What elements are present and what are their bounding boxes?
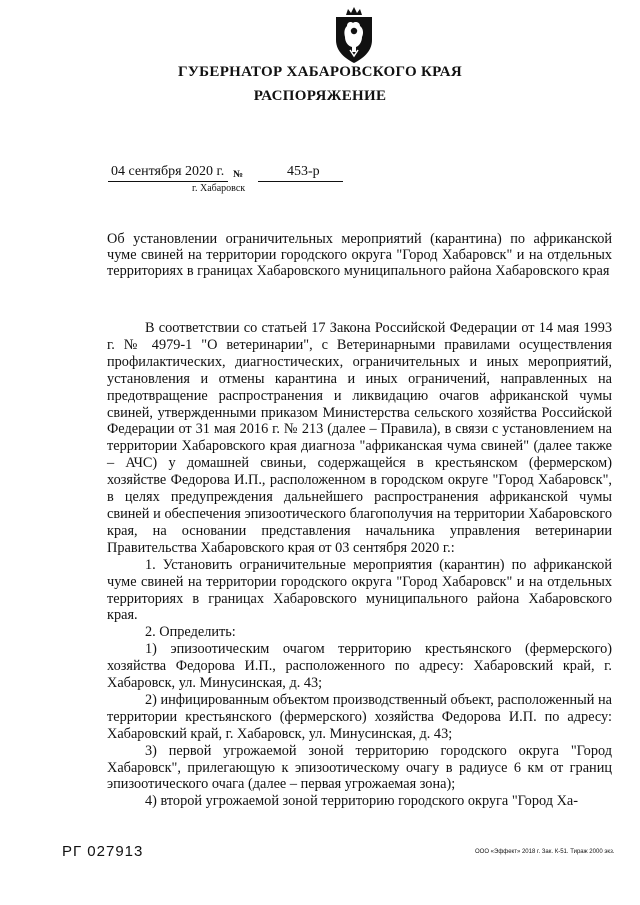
printer-imprint: ООО «Эффект» 2018 г. Зак. К-51. Тираж 2000 экз. xyxy=(475,849,615,855)
city-name: г. Хабаровск xyxy=(192,183,246,194)
form-serial-number: РГ 027913 xyxy=(62,843,144,860)
issuer-heading: ГУБЕРНАТОР ХАБАРОВСКОГО КРАЯ xyxy=(178,64,462,80)
document-date: 04 сентября 2020 г. xyxy=(111,164,225,179)
clause-2-item-3: 3) первой угрожаемой зоной территорию городского округа "Город Хабаровск", прилегающую к эпизоотическому очагу в радиусе 6 км от границ эпизоотического очага (далее – первая угрожаемая зона); xyxy=(107,742,612,793)
number-underline xyxy=(258,181,343,182)
coat-of-arms-emblem xyxy=(329,6,379,64)
clause-2-item-4: 4) второй угрожаемой зоной территорию городского округа "Город Ха- xyxy=(145,793,578,810)
document-title: Об установлении ограничительных мероприятий (карантина) по африканской чуме свиней на территории городского округа "Город Хабаровск" и на отдельных территориях в границах Хабаровского муниципального района Хабаровского края xyxy=(107,231,612,279)
clause-2-item-1: 1) эпизоотическим очагом территорию крестьянского (фермерского) хозяйства Федорова И.П., расположенного по адресу: Хабаровский край, г. Хабаровск, ул. Минусинская, д. 43; xyxy=(107,641,612,692)
clause-2-item-2: 2) инфицированным объектом производственный объект, расположенный на территории крестьянского (фермерского) хозяйства Федорова И.П. по адресу: Хабаровский край, г. Хабаровск, ул. Минусинская, д. 43; xyxy=(107,691,612,742)
date-underline xyxy=(108,181,228,182)
document-number: 453-р xyxy=(287,164,320,179)
clause-1: 1. Установить ограничительные мероприятия (карантин) по африканской чуме свиней на территории городского округа "Город Хабаровск" и на отдельных территориях в границах Хабаровского муниципального района Хабаровского края. xyxy=(107,556,612,624)
document-type-heading: РАСПОРЯЖЕНИЕ xyxy=(253,88,387,104)
clause-2: 2. Определить: xyxy=(145,624,236,641)
number-label: № xyxy=(233,169,244,180)
document-body xyxy=(107,320,612,810)
preamble-paragraph: В соответствии со статьей 17 Закона Российской Федерации от 14 мая 1993 г. № 4979-1 "О ветеринарии", с Ветеринарными правилами осуществления профилактических, диагностических, ограничительных и иных мероприятий, установления и отмены карантина и иных ограничений, направленных на предотвращение распространения и ликвидацию очагов африканской чумы свиней, утвержденными приказом Министерства сельского хозяйства Российской Федерации от 31 мая 2016 г. № 213 (далее – Правила), в связи с установлением на территории Хабаровского края диагноза "африканская чума свиней" (далее также – АЧС) у домашней свиньи, содержащейся в крестьянском (фермерском) хозяйстве Федорова И.П., расположенном в городском округе "Город Хабаровск", в целях предупреждения дальнейшего распространения африканской чумы свиней и обеспечения эпизоотического благополучия на территории Хабаровского края, на основании представления начальника управления ветеринарии Правительства Хабаровского края от 03 сентября 2020 г.: xyxy=(107,320,612,556)
